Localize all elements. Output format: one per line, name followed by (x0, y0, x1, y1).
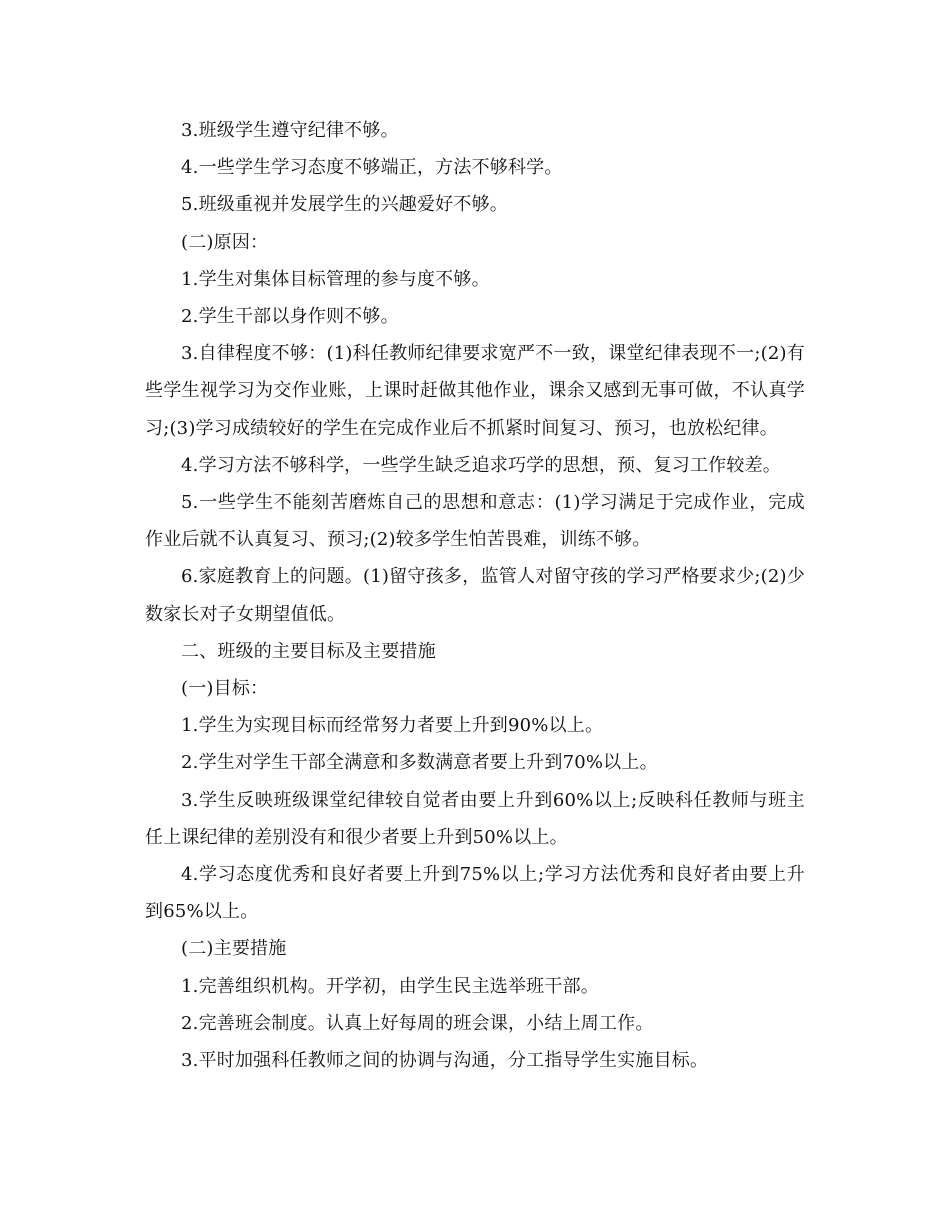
paragraph-5: 1.学生对集体目标管理的参与度不够。 (181, 268, 490, 290)
paragraph-10: 6.家庭教育上的问题。(1)留守孩多，监管人对留守孩的学习严格要求少;(2)少数家长对子女期望值低。 (145, 566, 805, 625)
paragraph-15: 3.学生反映班级课堂纪律较自觉者由要上升到60%以上;反映科任教师与班主任上课纪律的差别没有和很少者要上升到50%以上。 (145, 789, 805, 848)
paragraph-19: 2.完善班会制度。认真上好每周的班会课，小结上周工作。 (181, 1012, 654, 1034)
section-heading-reasons: (二)原因： (181, 231, 269, 253)
paragraph-6: 2.学生干部以身作则不够。 (181, 306, 399, 328)
paragraph-20: 3.平时加强科任教师之间的协调与沟通，分工指导学生实施目标。 (181, 1050, 709, 1072)
paragraph-9: 5.一些学生不能刻苦磨炼自己的思想和意志：(1)学习满足于完成作业，完成作业后就不认真复习、预习;(2)较多学生怕苦畏难，训练不够。 (145, 492, 805, 551)
paragraph-2: 4.一些学生学习态度不够端正，方法不够科学。 (181, 157, 563, 179)
paragraph-7: 3.自律程度不够：(1)科任教师纪律要求宽严不一致，课堂纪律表现不一;(2)有些学生视学习为交作业账，上课时赶做其他作业，课余又感到无事可做，不认真学习;(3)学习成绩较好的学生在完成作业后不抓紧时间复习、预习，也放松纪律。 (145, 343, 805, 439)
paragraph-13: 1.学生为实现目标而经常努力者要上升到90%以上。 (181, 715, 604, 737)
paragraph-8: 4.学习方法不够科学，一些学生缺乏追求巧学的思想，预、复习工作较差。 (181, 454, 781, 476)
section-heading-goals: (一)目标： (181, 678, 269, 700)
section-heading-goals-measures: 二、班级的主要目标及主要措施 (181, 640, 436, 662)
paragraph-14: 2.学生对学生干部全满意和多数满意者要上升到70%以上。 (181, 752, 658, 774)
paragraph-3: 5.班级重视并发展学生的兴趣爱好不够。 (181, 194, 508, 216)
document-body (145, 112, 805, 1079)
section-heading-measures: (二)主要措施 (181, 938, 287, 960)
paragraph-1: 3.班级学生遵守纪律不够。 (181, 120, 399, 141)
paragraph-16: 4.学习态度优秀和良好者要上升到75%以上;学习方法优秀和良好者由要上升到65%以上。 (145, 864, 805, 923)
paragraph-18: 1.完善组织机构。开学初，由学生民主选举班干部。 (181, 975, 599, 997)
